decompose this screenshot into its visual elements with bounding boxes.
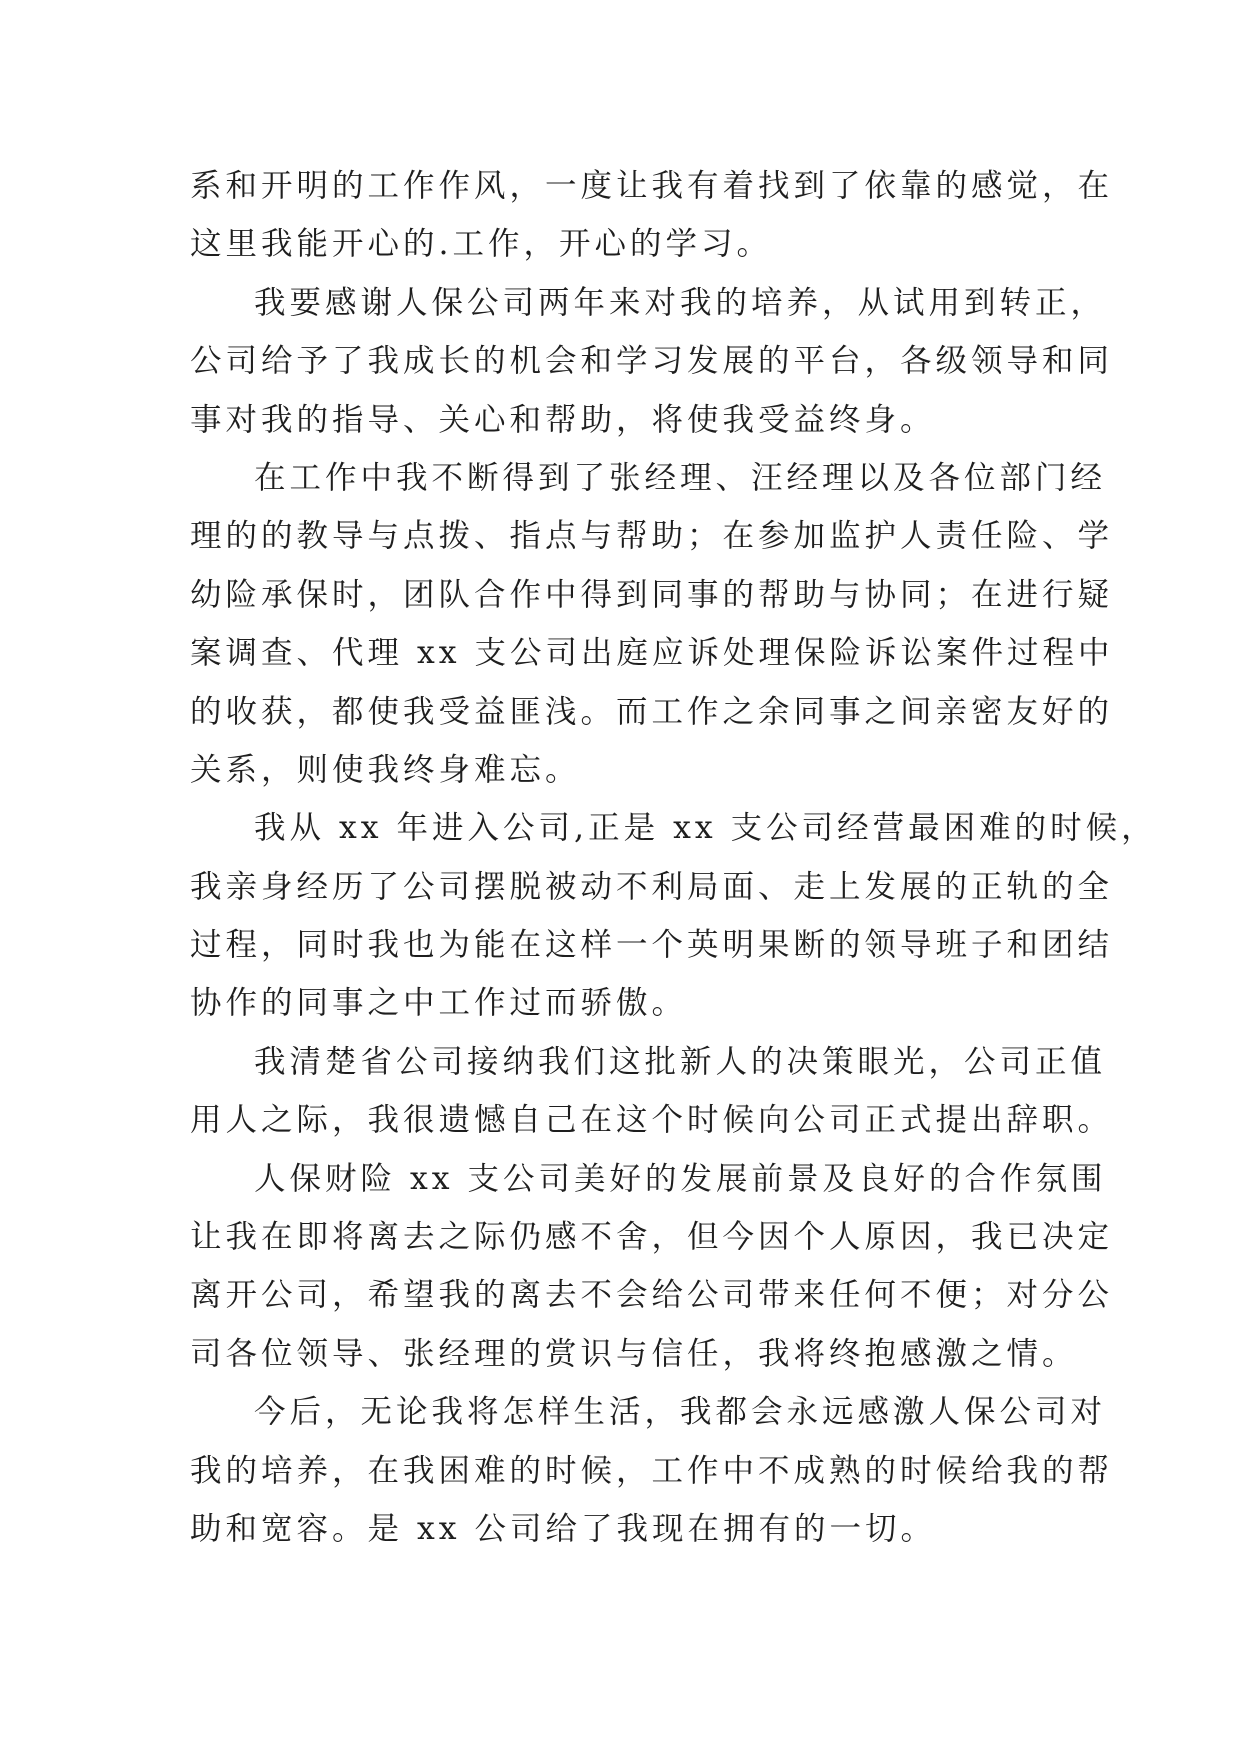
text-line: 系和开明的工作作风，一度让我有着找到了依靠的感觉，在	[190, 168, 1114, 204]
paragraph	[190, 274, 1114, 449]
text-line: 在工作中我不断得到了张经理、汪经理以及各位部门经	[254, 459, 1107, 496]
paragraph	[190, 799, 1157, 1033]
text-line: 让我在即将离去之际仍感不舍，但今因个人原因，我已决定	[190, 1219, 1114, 1256]
text-line: 我亲身经历了公司摆脱被动不利局面、走上发展的正轨的全	[190, 868, 1114, 905]
text-line: 过程，同时我也为能在这样一个英明果断的领导班子和团结	[190, 927, 1114, 964]
paragraph	[190, 1033, 1114, 1150]
text-line: 理的的教导与点拨、指点与帮助；在参加监护人责任险、学	[190, 518, 1114, 555]
text-line: 的收获，都使我受益匪浅。而工作之余同事之间亲密友好的	[190, 693, 1114, 730]
document-body	[190, 157, 1157, 1558]
text-line: 关系，则使我终身难忘。	[190, 751, 581, 788]
text-line: 离开公司，希望我的离去不会给公司带来任何不便；对分公	[190, 1277, 1114, 1314]
text-line: 这里我能开心的.工作，开心的学习。	[190, 226, 773, 263]
text-line: 用人之际，我很遗憾自己在这个时候向公司正式提出辞职。	[190, 1102, 1114, 1139]
text-line: 司各位领导、张经理的赏识与信任，我将终抱感激之情。	[190, 1335, 1078, 1372]
paragraph	[190, 449, 1114, 799]
paragraph	[190, 1383, 1114, 1558]
text-line: 我从 xx 年进入公司,正是 xx 支公司经营最困难的时候，	[254, 810, 1157, 847]
text-line: 我的培养，在我困难的时候，工作中不成熟的时候给我的帮	[190, 1452, 1114, 1489]
text-line: 我清楚省公司接纳我们这批新人的决策眼光，公司正值	[254, 1043, 1107, 1080]
paragraph	[190, 1150, 1114, 1384]
text-line: 事对我的指导、关心和帮助，将使我受益终身。	[190, 401, 936, 438]
text-line: 今后，无论我将怎样生活，我都会永远感激人保公司对	[254, 1394, 1107, 1431]
text-line: 公司给予了我成长的机会和学习发展的平台，各级领导和同	[190, 343, 1114, 380]
text-line: 协作的同事之中工作过而骄傲。	[190, 985, 688, 1022]
text-line: 幼险承保时，团队合作中得到同事的帮助与协同；在进行疑	[190, 576, 1114, 613]
text-line: 案调查、代理 xx 支公司出庭应诉处理保险诉讼案件过程中	[190, 635, 1114, 672]
text-line: 人保财险 xx 支公司美好的发展前景及良好的合作氛围	[254, 1160, 1107, 1197]
text-line: 我要感谢人保公司两年来对我的培养，从试用到转正，	[254, 284, 1107, 321]
paragraph	[190, 157, 1114, 274]
text-line: 助和宽容。是 xx 公司给了我现在拥有的一切。	[190, 1510, 937, 1547]
